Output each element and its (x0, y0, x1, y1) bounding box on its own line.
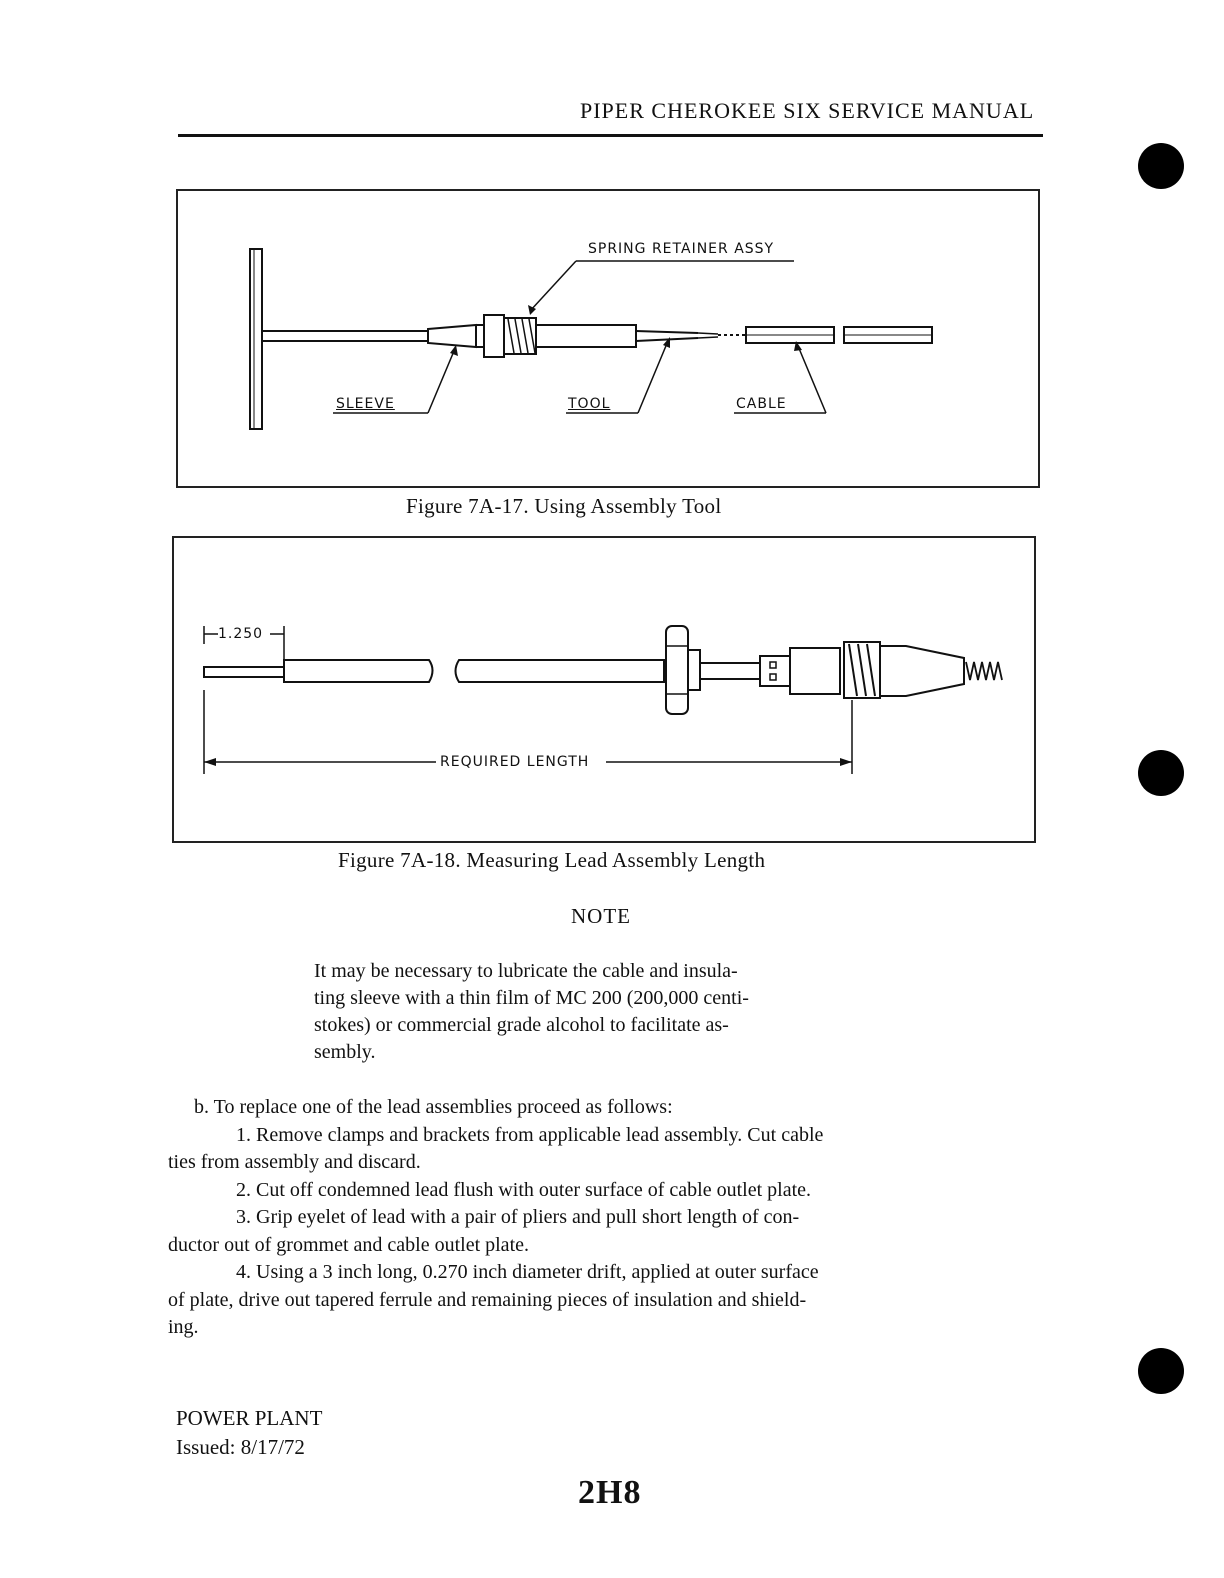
page-footer (176, 1404, 322, 1462)
label-tool: TOOL (568, 396, 611, 412)
step-2-line-1: 2. Cut off condemned lead flush with outer surface of cable outlet plate. (236, 1178, 811, 1201)
retainer-nut (484, 315, 504, 357)
tool-t-handle (250, 249, 262, 429)
lead-segment-1 (284, 660, 433, 682)
sleeve-part (428, 325, 476, 347)
figure-7a-17-caption: Figure 7A-17. Using Assembly Tool (406, 494, 722, 518)
footer-issued-date: Issued: 8/17/72 (176, 1435, 305, 1459)
step-1-line-1: 1. Remove clamps and brackets from applicable lead assembly. Cut cable (236, 1123, 824, 1146)
step-4-line-1: 4. Using a 3 inch long, 0.270 inch diameter drift, applied at outer surface (236, 1261, 819, 1283)
tool-body (536, 325, 636, 347)
page-header-title: PIPER CHEROKEE SIX SERVICE MANUAL (580, 98, 1035, 123)
lead-segment-2 (456, 660, 665, 682)
note-line: sembly. (314, 1041, 376, 1063)
label-sleeve: SLEEVE (336, 396, 395, 412)
tapered-ferrule (790, 648, 840, 694)
note-line: stokes) or commercial grade alcohol to facilitate as- (314, 1014, 729, 1036)
footer-section: POWER PLANT (176, 1406, 323, 1430)
step-4-line-2: of plate, drive out tapered ferrule and remaining pieces of insulation and shield- (168, 1288, 807, 1311)
procedure-intro: b. To replace one of the lead assemblies proceed as follows: (194, 1096, 673, 1118)
assembly-tool-diagram (178, 191, 1038, 486)
step-3-line-2: ductor out of grommet and cable outlet plate. (168, 1233, 529, 1256)
eyelet (760, 656, 790, 686)
note-heading: NOTE (571, 904, 631, 928)
note-body (314, 958, 894, 1066)
figure-7a-18-caption: Figure 7A-18. Measuring Lead Assembly Length (338, 848, 766, 872)
step-3-line-1: 3. Grip eyelet of lead with a pair of pliers and pull short length of con- (236, 1206, 800, 1228)
punch-hole-top (1138, 143, 1184, 189)
step-4-line-3: ing. (168, 1316, 199, 1338)
conductor-end (204, 667, 284, 677)
header-rule (178, 134, 1043, 137)
insulating-sleeve (880, 646, 964, 696)
label-spring-retainer-assy: SPRING RETAINER ASSY (588, 241, 775, 257)
step-1-line-2: ties from assembly and discard. (168, 1151, 421, 1173)
note-line: ting sleeve with a thin film of MC 200 (200,000 centi- (314, 987, 749, 1009)
label-required-length: REQUIRED LENGTH (440, 754, 590, 770)
figure-7a-17-frame (176, 189, 1040, 488)
punch-hole-middle (1138, 750, 1184, 796)
hex-nut (666, 626, 688, 714)
label-dimension-1250: 1.250 (218, 626, 264, 642)
procedure-text (168, 1094, 1038, 1342)
lead-assembly-diagram (174, 538, 1034, 841)
label-cable: CABLE (736, 396, 787, 412)
punch-hole-bottom (1138, 1348, 1184, 1394)
note-line: It may be necessary to lubricate the cable and insula- (314, 960, 738, 982)
page-number: 2H8 (578, 1474, 642, 1511)
figure-7a-18-frame (172, 536, 1036, 843)
